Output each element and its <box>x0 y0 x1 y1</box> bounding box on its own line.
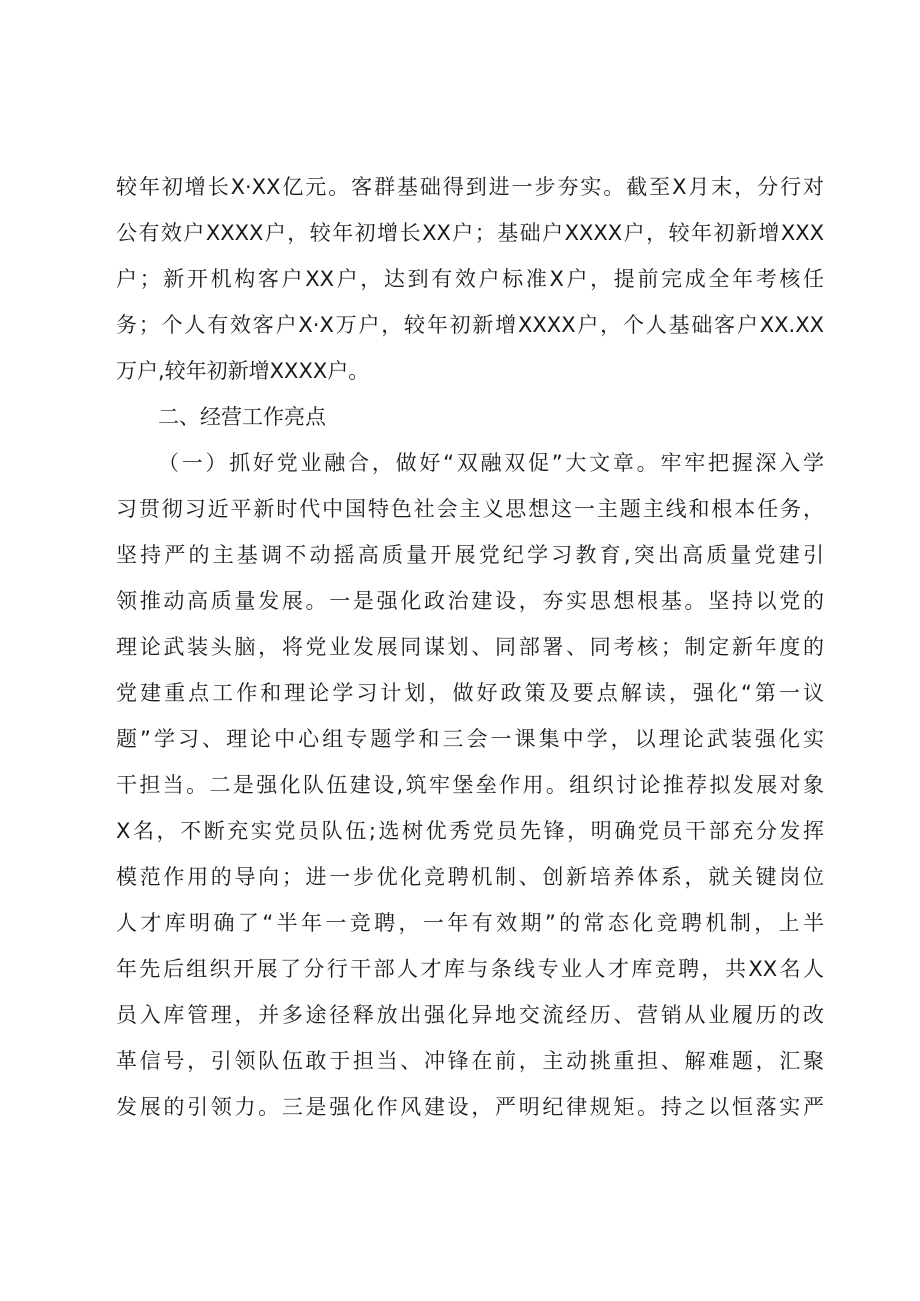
text-line: 革信号，引领队伍敢于担当、冲锋在前，主动挑重担、解难题，汇聚 <box>116 1049 824 1073</box>
text-line: （一）抓好党业融合，做好“双融双促”大文章。牢牢把握深入学 <box>158 451 824 475</box>
text-line: 模范作用的导向；进一步优化竞聘机制、创新培养体系，就关键岗位 <box>116 865 824 889</box>
text-line: 干担当。二是强化队伍建设,筑牢堡垒作用。组织讨论推荐拟发展对象 <box>116 773 824 797</box>
text-line: 党建重点工作和理论学习计划，做好政策及要点解读，强化“第一议 <box>116 681 824 705</box>
text-line: 坚持严的主基调不动摇高质量开展党纪学习教育,突出高质量党建引 <box>116 543 824 567</box>
text-line: 较年初增长X·XX亿元。客群基础得到进一步夯实。截至X月末，分行对 <box>116 175 824 199</box>
text-line: 公有效户XXXX户，较年初增长XX户；基础户XXXX户，较年初新增XXX <box>116 221 824 245</box>
text-line: X名，不断充实党员队伍;选树优秀党员先锋，明确党员干部充分发挥 <box>116 819 824 843</box>
text-line: 人才库明确了“半年一竞聘，一年有效期”的常态化竞聘机制，上半 <box>116 911 824 935</box>
text-line: 题”学习、理论中心组专题学和三会一课集中学，以理论武装强化实 <box>116 727 824 751</box>
text-line: 员入库管理，并多途径释放出强化异地交流经历、营销从业履历的改 <box>116 1003 824 1027</box>
document-body <box>116 164 824 1130</box>
text-line: 发展的引领力。三是强化作风建设，严明纪律规矩。持之以恒落实严 <box>116 1095 824 1119</box>
section-heading: 二、经营工作亮点 <box>158 405 326 429</box>
text-line: 领推动高质量发展。一是强化政治建设，夯实思想根基。坚持以党的 <box>116 589 824 613</box>
text-line: 户；新开机构客户XX户，达到有效户标准X户，提前完成全年考核任 <box>116 267 824 291</box>
text-line: 理论武装头脑，将党业发展同谋划、同部署、同考核；制定新年度的 <box>116 635 824 659</box>
text-line: 年先后组织开展了分行干部人才库与条线专业人才库竞聘，共XX名人 <box>116 957 824 981</box>
text-line: 务；个人有效客户X·X万户，较年初新增XXXX户，个人基础客户XX.XX <box>116 313 824 337</box>
text-line: 习贯彻习近平新时代中国特色社会主义思想这一主题主线和根本任务， <box>116 497 824 521</box>
text-line: 万户,较年初新增XXXX户。 <box>116 359 370 383</box>
